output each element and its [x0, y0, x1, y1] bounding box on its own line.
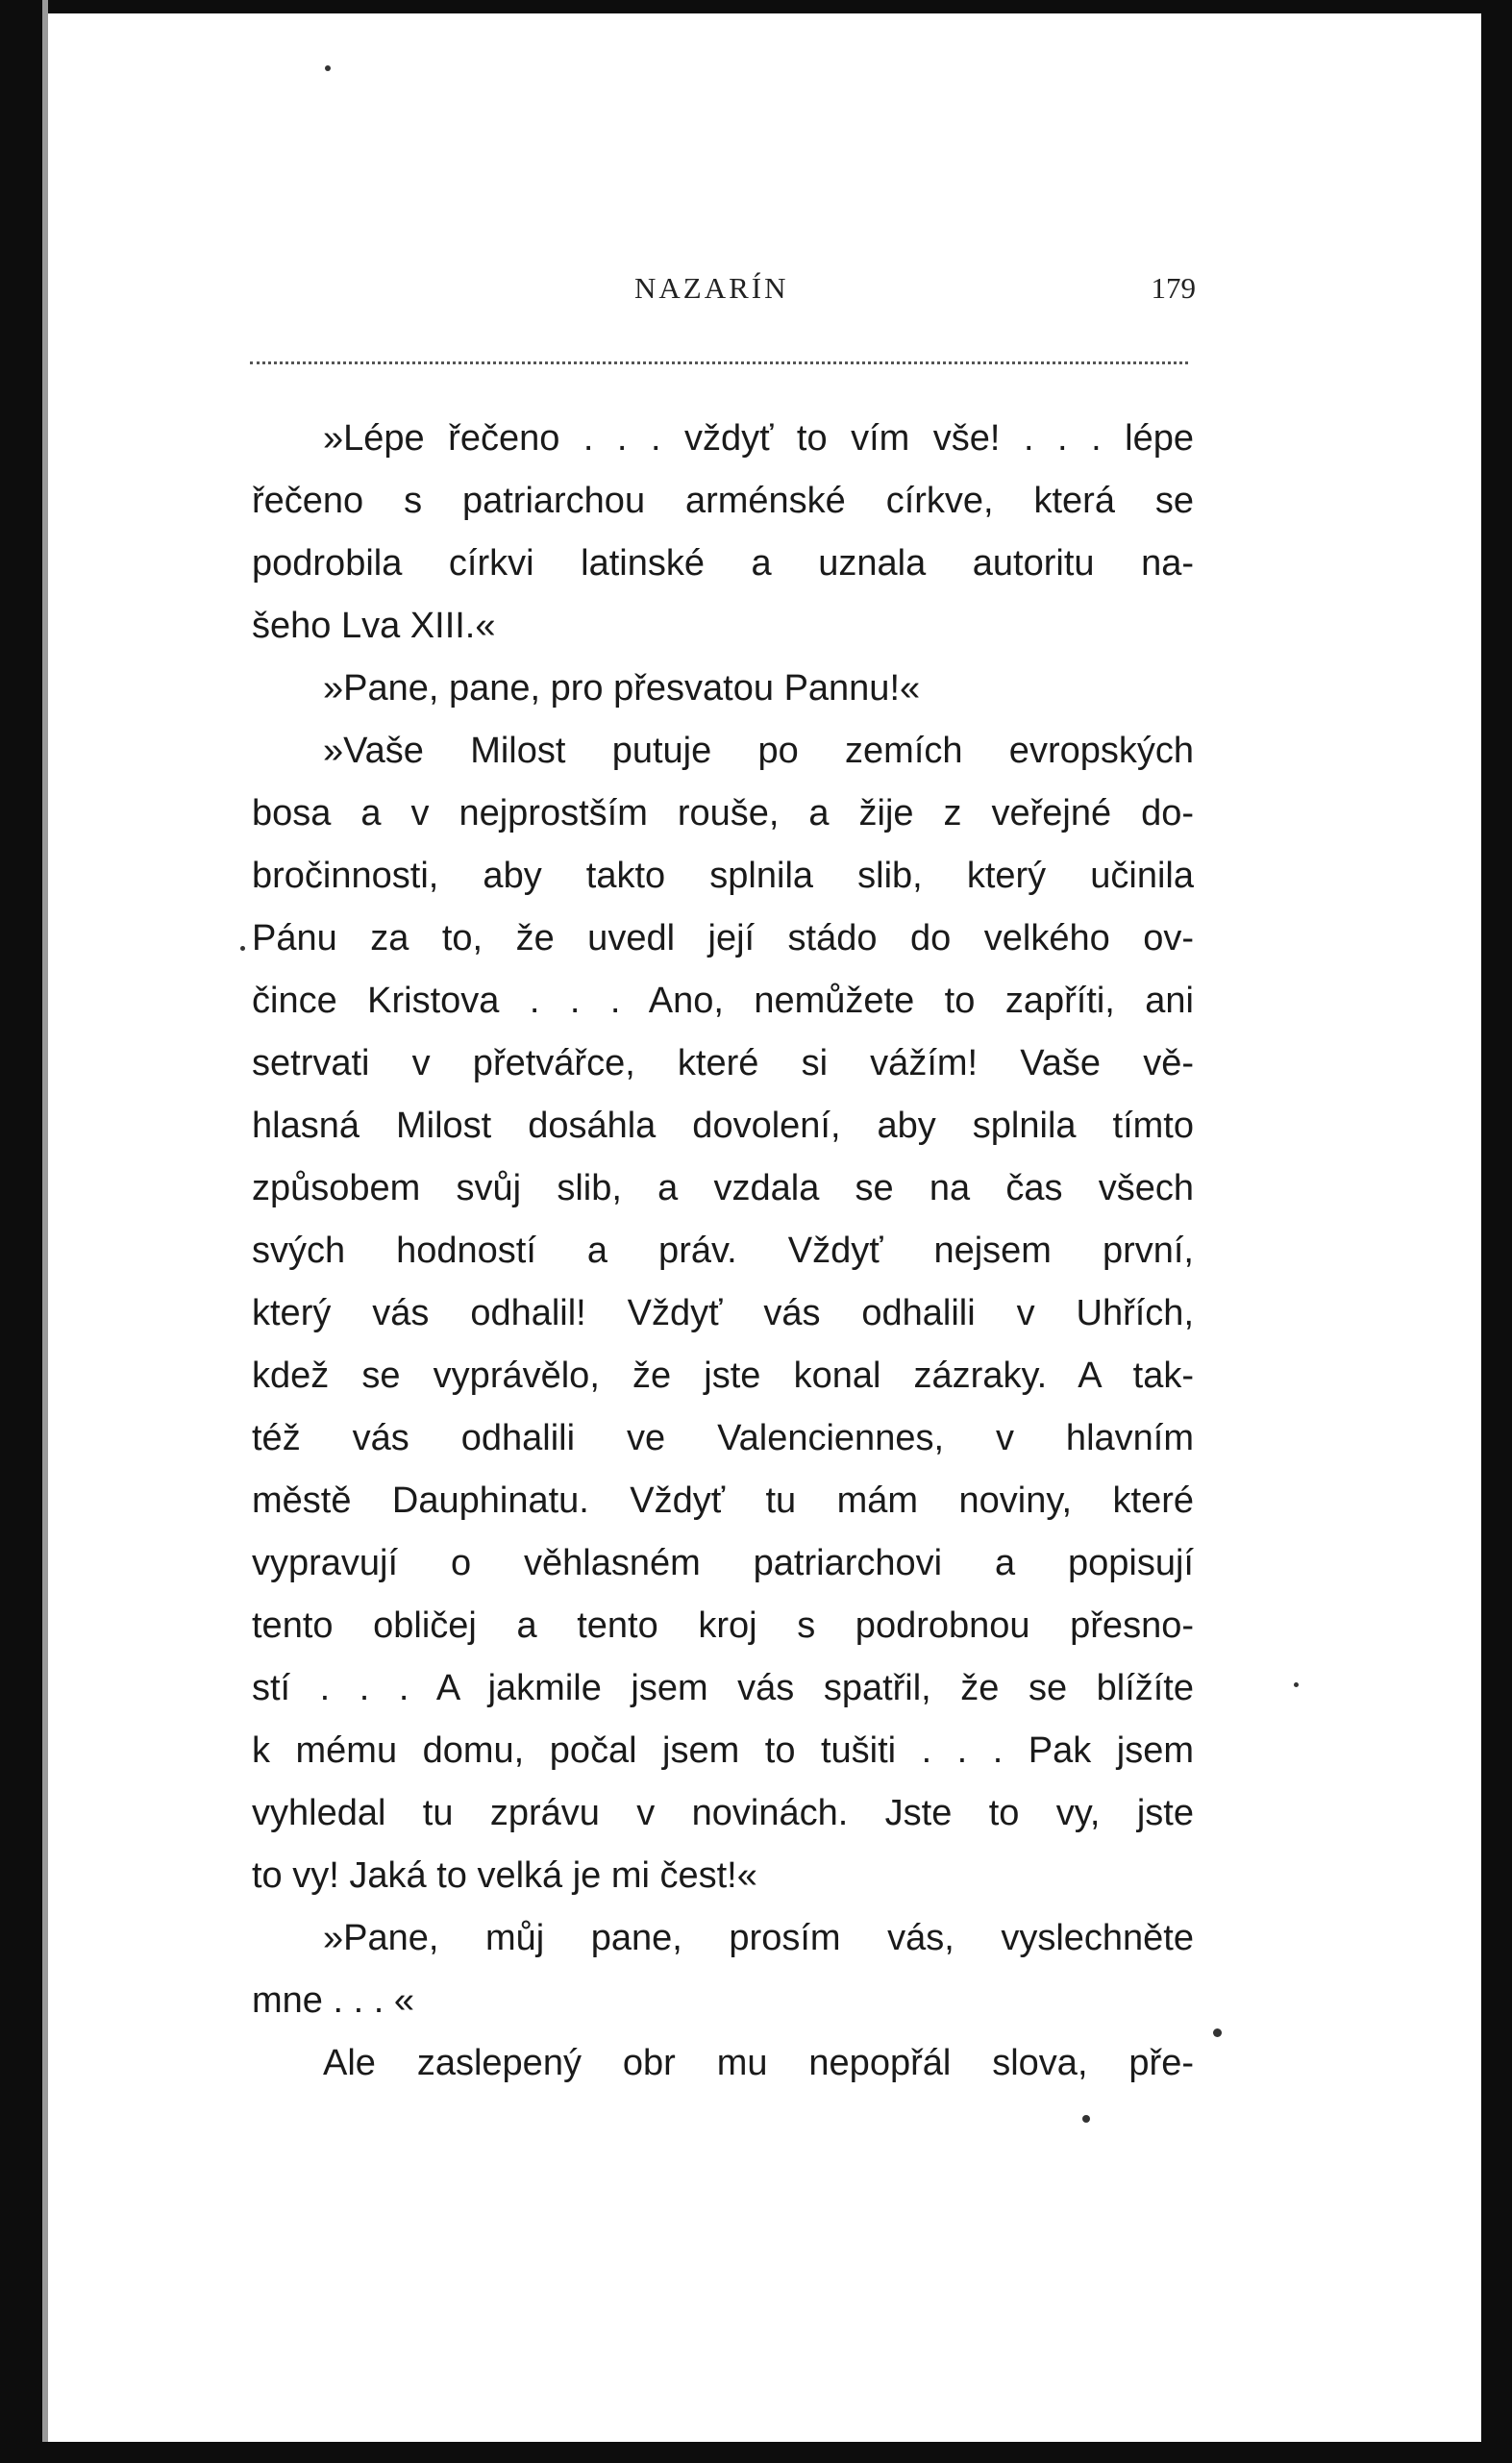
- text-line: městě Dauphinatu. Vždyť tu mám noviny, které: [252, 1480, 1194, 1521]
- body-text: [252, 411, 1194, 2099]
- text-line: tento obličej a tento kroj s podrobnou přesno-: [252, 1605, 1194, 1646]
- text-line: setrvati v přetvářce, které si vážím! Vaše vě-: [252, 1043, 1194, 1083]
- text-line: Pánu za to, že uvedl její stádo do velkého ov-: [252, 918, 1194, 958]
- text-line: »Vaše Milost putuje po zemích evropských: [323, 731, 1194, 771]
- text-line: podrobila církvi latinské a uznala autoritu na-: [252, 543, 1194, 584]
- page-header: [250, 271, 1196, 319]
- text-line: bosa a v nejprostším rouše, a žije z veřejné do-: [252, 793, 1194, 833]
- scan-border-left: [0, 0, 42, 2463]
- text-line: Ale zaslepený obr mu nepopřál slova, pře-: [323, 2043, 1194, 2083]
- text-line: který vás odhalil! Vždyť vás odhalili v Uhřích,: [252, 1293, 1194, 1333]
- text-line: stí . . . A jakmile jsem vás spatřil, že se blížíte: [252, 1668, 1194, 1708]
- text-line: bročinnosti, aby takto splnila slib, který učinila: [252, 856, 1194, 896]
- text-line: šeho Lva XIII.«: [252, 606, 496, 646]
- scan-border-left-shadow: [42, 0, 48, 2463]
- scan-speck: [1294, 1682, 1299, 1687]
- header-rule: [250, 361, 1188, 364]
- text-line: vyhledal tu zprávu v novinách. Jste to vy, jste: [252, 1793, 1194, 1833]
- scan-speck: [240, 946, 245, 951]
- text-line: svých hodností a práv. Vždyť nejsem první,: [252, 1231, 1194, 1271]
- text-line: způsobem svůj slib, a vzdala se na čas všech: [252, 1168, 1194, 1208]
- page-number: 179: [1151, 271, 1196, 305]
- text-line: »Lépe řečeno . . . vždyť to vím vše! . . . lépe: [323, 418, 1194, 459]
- text-line: kdež se vyprávělo, že jste konal zázraky. A tak-: [252, 1356, 1194, 1396]
- text-line: hlasná Milost dosáhla dovolení, aby splnila tímto: [252, 1106, 1194, 1146]
- text-line: mne . . . «: [252, 1980, 414, 2021]
- text-line: »Pane, pane, pro přesvatou Pannu!«: [323, 668, 921, 709]
- text-line: řečeno s patriarchou arménské církve, která se: [252, 481, 1194, 521]
- scan-speck: [1213, 2028, 1222, 2037]
- scan-speck: [325, 65, 331, 71]
- text-line: k mému domu, počal jsem to tušiti . . . Pak jsem: [252, 1730, 1194, 1771]
- scan-border-bottom: [0, 2442, 1512, 2463]
- scan-border-top: [0, 0, 1512, 13]
- text-line: to vy! Jaká to velká je mi čest!«: [252, 1855, 757, 1896]
- scan-border-right: [1481, 0, 1512, 2463]
- scan-speck: [1082, 2115, 1090, 2123]
- text-line: vypravují o věhlasném patriarchovi a popisují: [252, 1543, 1194, 1583]
- text-line: též vás odhalili ve Valenciennes, v hlavním: [252, 1418, 1194, 1458]
- text-line: čince Kristova . . . Ano, nemůžete to zapříti, ani: [252, 981, 1194, 1021]
- running-title: NAZARÍN: [634, 271, 789, 305]
- text-line: »Pane, můj pane, prosím vás, vyslechněte: [323, 1918, 1194, 1958]
